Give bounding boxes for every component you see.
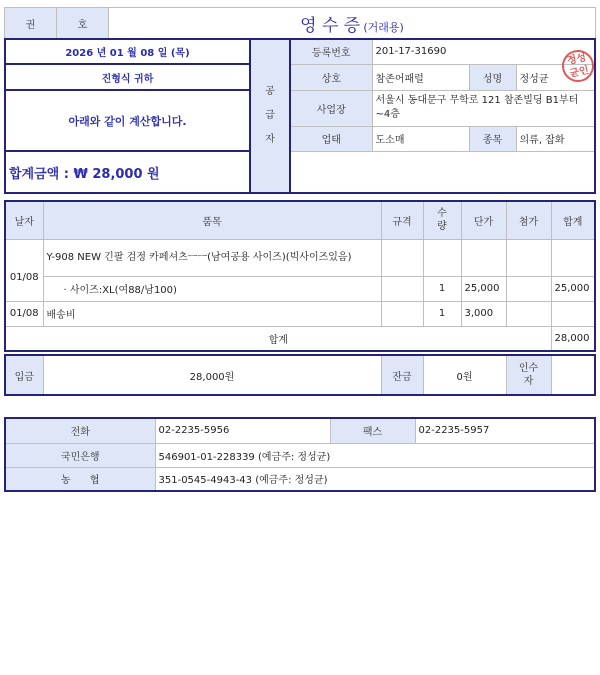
phone-value: 02-2235-5956 bbox=[155, 418, 330, 443]
number-label: 호 bbox=[57, 8, 109, 39]
item-sum: 25,000 bbox=[551, 276, 595, 301]
payment-table bbox=[4, 354, 596, 396]
col-sum-header: 합계 bbox=[551, 201, 595, 239]
item-date: 01/08 bbox=[5, 239, 43, 301]
phone-label: 전화 bbox=[5, 418, 155, 443]
item-name: 배송비 bbox=[43, 301, 381, 326]
buyer-name: 진형식 귀하 bbox=[5, 64, 250, 90]
address-label: 사업장 bbox=[290, 90, 372, 126]
reg-number-label: 등록번호 bbox=[290, 39, 372, 64]
bank2-label: 농 협 bbox=[5, 467, 155, 491]
paid-value: 28,000원 bbox=[43, 355, 381, 395]
item-qty: 1 bbox=[423, 276, 461, 301]
company-value: 참존어패럴 bbox=[372, 64, 469, 90]
col-qty-header: 수 량 bbox=[423, 201, 461, 239]
category-label: 종목 bbox=[469, 126, 516, 151]
contact-table bbox=[4, 417, 596, 492]
table-row-option bbox=[5, 276, 595, 301]
item-sum-empty bbox=[551, 239, 595, 276]
supplier-char-3: 자 bbox=[265, 134, 275, 145]
table-row bbox=[5, 301, 595, 326]
balance-value: 0원 bbox=[423, 355, 506, 395]
seal-stamp: 정성 균인 bbox=[559, 47, 597, 85]
item-price-empty bbox=[461, 239, 506, 276]
receipt-title bbox=[109, 8, 596, 39]
items-total-value: 28,000 bbox=[551, 326, 595, 351]
supplier-char-1: 공 bbox=[265, 86, 275, 97]
total-amount-row bbox=[5, 151, 595, 193]
item-extra bbox=[506, 301, 551, 326]
items-table bbox=[4, 200, 596, 352]
item-option: · 사이즈:XL(여88/남100) bbox=[43, 276, 381, 301]
receipt-title-text: 영 수 증 bbox=[300, 15, 361, 36]
balance-label: 잔금 bbox=[381, 355, 423, 395]
items-header-row bbox=[5, 201, 595, 239]
business-type-label: 업태 bbox=[290, 126, 372, 151]
item-sum bbox=[551, 301, 595, 326]
paid-label: 입금 bbox=[5, 355, 43, 395]
bank1-value: 546901-01-228339 (예금주: 정성균) bbox=[155, 443, 595, 467]
receiver-label: 인수 자 bbox=[506, 355, 551, 395]
bank2-value: 351-0545-4943-43 (예금주: 정성균) bbox=[155, 467, 595, 491]
item-spec bbox=[381, 301, 423, 326]
book-label: 권 bbox=[5, 8, 57, 39]
owner-value: 정성균 bbox=[516, 64, 595, 90]
fax-value: 02-2235-5957 bbox=[415, 418, 595, 443]
reg-number-value: 201-17-31690 bbox=[372, 39, 595, 64]
item-date: 01/08 bbox=[5, 301, 43, 326]
item-price: 25,000 bbox=[461, 276, 506, 301]
category-value: 의류, 잡화 bbox=[516, 126, 595, 151]
supplier-char-2: 급 bbox=[265, 110, 275, 121]
calc-message: 아래와 같이 계산합니다. bbox=[5, 90, 250, 151]
col-spec-header: 규격 bbox=[381, 201, 423, 239]
col-name-header: 품목 bbox=[43, 201, 381, 239]
buyer-supplier-table bbox=[4, 38, 596, 194]
item-qty: 1 bbox=[423, 301, 461, 326]
item-price: 3,000 bbox=[461, 301, 506, 326]
business-type-value: 도소매 bbox=[372, 126, 469, 151]
receipt-date: 2026 년 01 월 08 일 (목) bbox=[5, 39, 250, 64]
item-spec bbox=[381, 239, 423, 276]
col-date-header: 날자 bbox=[5, 201, 43, 239]
fax-label: 팩스 bbox=[330, 418, 415, 443]
company-label: 상호 bbox=[290, 64, 372, 90]
items-total-label: 합계 bbox=[5, 326, 551, 351]
total-amount: 합계금액 : ₩ 28,000 원 bbox=[9, 166, 160, 182]
items-total-row bbox=[5, 326, 595, 351]
receipt-title-bar bbox=[4, 7, 596, 39]
owner-label: 성명 bbox=[469, 64, 516, 90]
receiver-value bbox=[551, 355, 595, 395]
col-extra-header: 첨가 bbox=[506, 201, 551, 239]
item-extra-empty bbox=[506, 239, 551, 276]
address-value: 서울시 동대문구 무학로 121 참존빌딩 B1부터~4층 bbox=[372, 90, 595, 126]
table-row bbox=[5, 239, 595, 276]
col-price-header: 단가 bbox=[461, 201, 506, 239]
bank1-label: 국민은행 bbox=[5, 443, 155, 467]
receipt-subtitle: (거래용) bbox=[363, 20, 404, 34]
item-qty-empty bbox=[423, 239, 461, 276]
item-name: Y-908 NEW 긴팔 검정 카페셔츠ㅡㅡ(남여공용 사이즈)(빅사이즈있음) bbox=[43, 239, 381, 276]
item-extra bbox=[506, 276, 551, 301]
item-option-spec bbox=[381, 276, 423, 301]
